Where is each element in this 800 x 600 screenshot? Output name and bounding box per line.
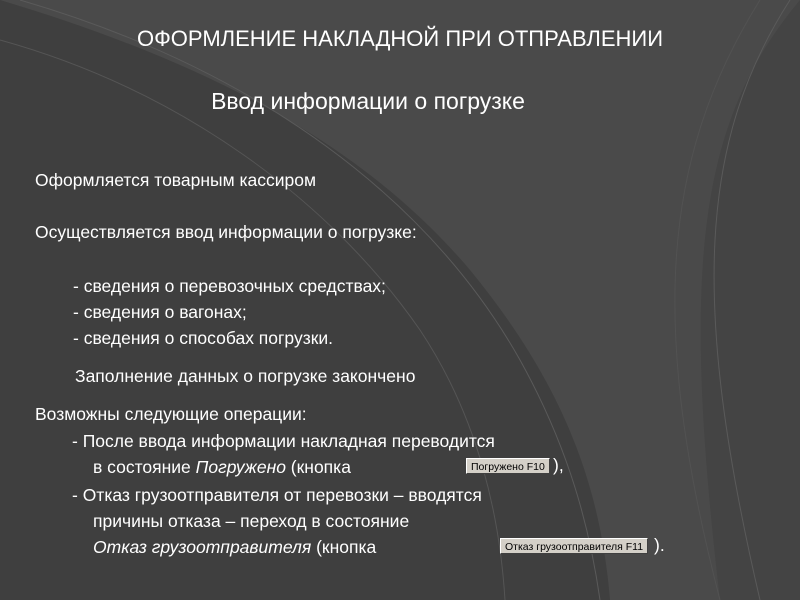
op1-post: (кнопка — [285, 457, 351, 477]
paren-close: ), — [553, 455, 564, 475]
line-done: Заполнение данных о погрузке закончено — [75, 366, 416, 386]
list-item: - сведения о перевозочных средствах; — [73, 276, 386, 296]
op2-line-a: - Отказ грузоотправителя от перевозки – вводятся — [72, 485, 482, 505]
state-refusal: Отказ грузоотправителя — [93, 537, 312, 557]
line-cashier: Оформляется товарным кассиром — [35, 170, 317, 190]
op1-line-a: - После ввода информации накладная переводится — [72, 431, 495, 451]
op2-line-c — [93, 537, 376, 558]
list-item: - сведения о способах погрузки. — [73, 328, 334, 348]
refusal-f11-button[interactable]: Отказ грузоотправителя F11 — [500, 538, 648, 554]
op1-line-b — [93, 457, 351, 478]
state-loaded: Погружено — [195, 457, 286, 477]
op2-line-b: причины отказа – переход в состояние — [93, 511, 410, 531]
slide-title: ОФОРМЛЕНИЕ НАКЛАДНОЙ ПРИ ОТПРАВЛЕНИИ — [136, 26, 664, 51]
op1-pre: в состояние — [93, 457, 196, 477]
list-item: - сведения о вагонах; — [73, 302, 247, 322]
slide-subtitle: Ввод информации о погрузке — [211, 88, 525, 114]
line-ops: Возможны следующие операции: — [35, 404, 307, 424]
loaded-f10-button[interactable]: Погружено F10 — [466, 458, 550, 474]
line-input-info: Осуществляется ввод информации о погрузке: — [35, 222, 417, 242]
paren-close: ). — [654, 535, 665, 555]
op2-post: (кнопка — [311, 537, 377, 557]
